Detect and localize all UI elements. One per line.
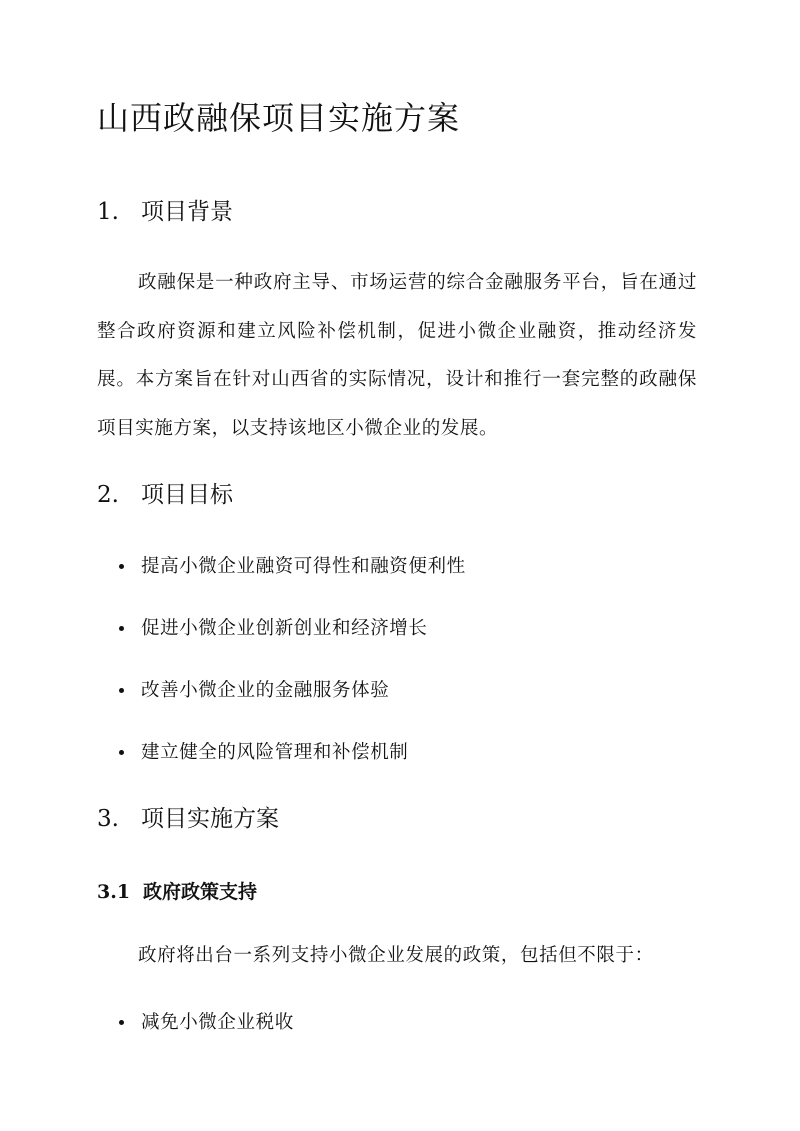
section-number: 3. [97,806,119,832]
bullet-icon [119,688,124,693]
goal-text: 建立健全的风险管理和补偿机制 [141,742,409,763]
policy-text: 减免小微企业税收 [141,1012,294,1033]
bullet-icon [119,750,124,755]
section-heading-implementation [97,803,279,835]
section-heading-goals [97,479,233,511]
bullet-icon [119,1020,124,1025]
goal-list-item [119,738,408,768]
section-title: 项目目标 [141,482,233,508]
goal-list-item [119,552,466,582]
section-title: 项目背景 [141,199,233,225]
section-number: 1. [97,199,119,225]
goal-list-item [119,676,389,706]
section-title: 项目实施方案 [141,806,279,832]
subsection-heading-policy [97,878,257,906]
bullet-icon [119,564,124,569]
section-heading-background [97,196,233,228]
goal-text: 促进小微企业创新创业和经济增长 [141,618,428,639]
bullet-icon [119,626,124,631]
document-title: 山西政融保项目实施方案 [97,99,461,137]
background-paragraph: 政融保是一种政府主导、市场运营的综合金融服务平台，旨在通过整合政府资源和建立风险补偿机制，促进小微企业融资，推动经济发展。本方案旨在针对山西省的实际情况，设计和推行一套完整的政融保项目实施方案，以支持该地区小微企业的发展。 [97,272,697,439]
section-number: 2. [97,482,119,508]
policy-paragraph: 政府将出台一系列支持小微企业发展的政策，包括但不限于： [138,945,654,966]
subsection-number: 3.1 [97,881,131,903]
goal-text: 改善小微企业的金融服务体验 [141,680,390,701]
policy-list-item [119,1008,294,1038]
subsection-title: 政府政策支持 [143,881,258,903]
goal-list-item [119,614,428,644]
goal-text: 提高小微企业融资可得性和融资便利性 [141,556,466,577]
